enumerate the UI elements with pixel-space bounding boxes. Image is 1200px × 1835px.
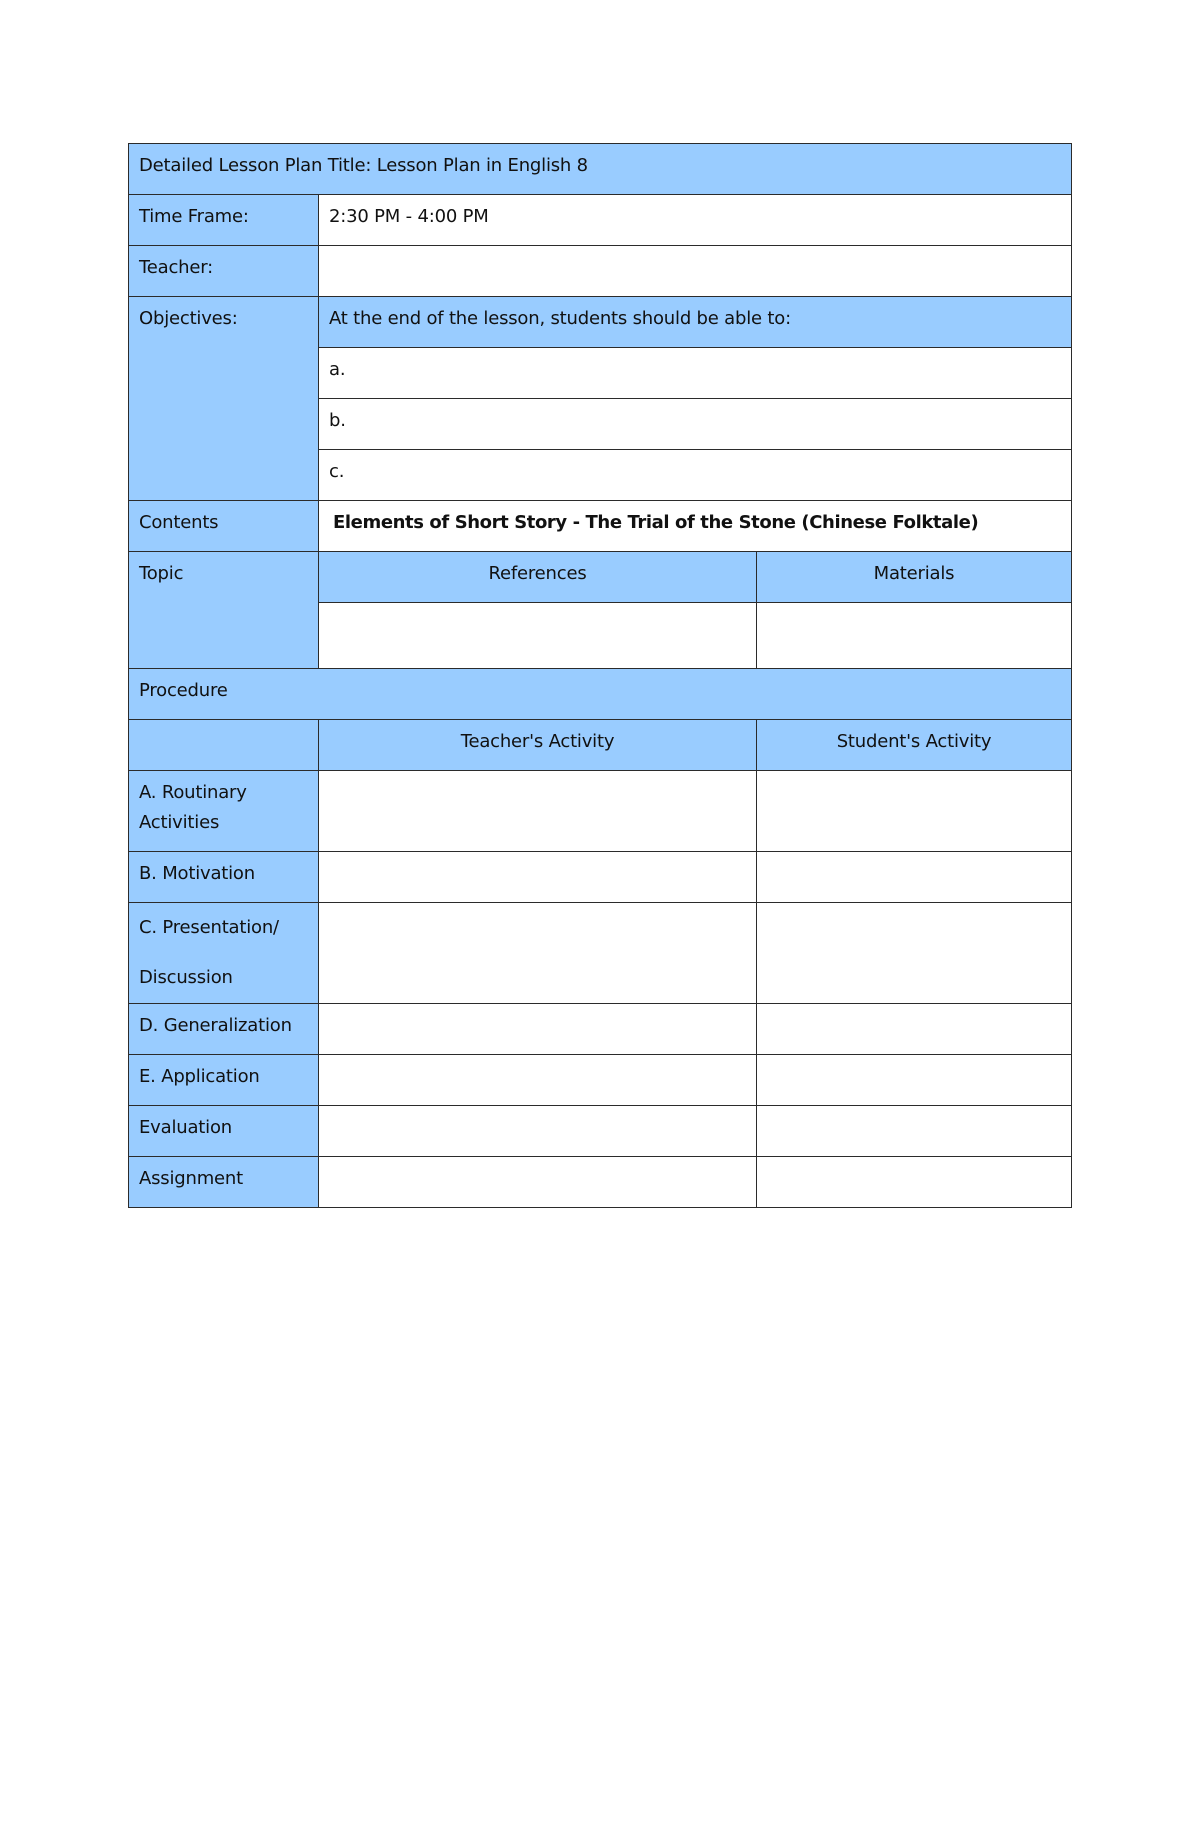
procedure-step-row — [129, 852, 1072, 903]
teacher-activity-cell[interactable] — [319, 903, 757, 1004]
materials-cell[interactable] — [757, 603, 1072, 669]
objective-cell-a[interactable] — [319, 348, 1072, 399]
time-frame-label-cell — [129, 195, 319, 246]
step-label-routinary: A. Routinary Activities — [139, 782, 247, 833]
time-frame-value: 2:30 PM - 4:00 PM — [329, 206, 489, 227]
procedure-step-row — [129, 771, 1072, 852]
step-label-cell — [129, 1157, 319, 1208]
teacher-activity-cell[interactable] — [319, 1106, 757, 1157]
student-activity-cell[interactable] — [757, 1055, 1072, 1106]
procedure-step-row — [129, 1055, 1072, 1106]
time-frame-row — [129, 195, 1072, 246]
contents-value-cell[interactable] — [319, 501, 1072, 552]
objective-cell-b[interactable] — [319, 399, 1072, 450]
objectives-intro: At the end of the lesson, students should be able to: — [329, 308, 791, 329]
step-label-discussion: Discussion — [139, 967, 233, 988]
title-row — [129, 144, 1072, 195]
references-header-cell — [319, 552, 757, 603]
student-activity-header-cell — [757, 720, 1072, 771]
procedure-step-row — [129, 1157, 1072, 1208]
references-header: References — [488, 563, 587, 584]
objective-cell-c[interactable] — [319, 450, 1072, 501]
teacher-activity-cell[interactable] — [319, 771, 757, 852]
teacher-value — [319, 246, 1071, 253]
teacher-label: Teacher: — [139, 257, 213, 278]
student-activity-cell[interactable] — [757, 1004, 1072, 1055]
time-frame-label: Time Frame: — [139, 206, 249, 227]
step-label-cell — [129, 771, 319, 852]
student-activity-cell[interactable] — [757, 852, 1072, 903]
time-frame-value-cell[interactable] — [319, 195, 1072, 246]
objective-item-b: b. — [329, 410, 346, 431]
objectives-intro-cell[interactable] — [319, 297, 1072, 348]
step-label-cell — [129, 903, 319, 1004]
lesson-plan-title: Detailed Lesson Plan Title: Lesson Plan in English 8 — [139, 155, 588, 176]
objectives-label: Objectives: — [139, 308, 238, 329]
title-cell[interactable] — [129, 144, 1072, 195]
student-activity-cell[interactable] — [757, 1106, 1072, 1157]
topic-label-cell — [129, 552, 319, 669]
objective-item-c: c. — [329, 461, 345, 482]
activity-header-blank-cell — [129, 720, 319, 771]
objectives-label-cell — [129, 297, 319, 501]
objectives-row — [129, 297, 1072, 348]
contents-label-cell — [129, 501, 319, 552]
step-label-cell — [129, 852, 319, 903]
student-activity-cell[interactable] — [757, 771, 1072, 852]
teacher-activity-cell[interactable] — [319, 1004, 757, 1055]
student-activity-cell[interactable] — [757, 1157, 1072, 1208]
procedure-step-row — [129, 1106, 1072, 1157]
procedure-step-row — [129, 1004, 1072, 1055]
step-label-generalization: D. Generalization — [139, 1015, 292, 1036]
teacher-activity-header: Teacher's Activity — [460, 731, 615, 752]
student-activity-header: Student's Activity — [836, 731, 992, 752]
teacher-activity-cell[interactable] — [319, 1157, 757, 1208]
teacher-label-cell — [129, 246, 319, 297]
teacher-activity-cell[interactable] — [319, 1055, 757, 1106]
activity-header-row — [129, 720, 1072, 771]
references-cell[interactable] — [319, 603, 757, 669]
lesson-plan-table — [128, 143, 1072, 1208]
step-label-application: E. Application — [139, 1066, 260, 1087]
step-label-presentation: C. Presentation/ — [139, 917, 279, 938]
contents-value: Elements of Short Story - The Trial of the Stone (Chinese Folktale) — [333, 512, 979, 533]
teacher-row — [129, 246, 1072, 297]
step-label-motivation: B. Motivation — [139, 863, 255, 884]
procedure-step-row — [129, 903, 1072, 1004]
contents-label: Contents — [139, 512, 219, 533]
contents-row — [129, 501, 1072, 552]
student-activity-cell[interactable] — [757, 903, 1072, 1004]
procedure-label: Procedure — [139, 680, 228, 701]
teacher-activity-cell[interactable] — [319, 852, 757, 903]
step-label-cell — [129, 1106, 319, 1157]
topic-label: Topic — [139, 563, 184, 584]
step-label-evaluation: Evaluation — [139, 1117, 232, 1138]
materials-header: Materials — [873, 563, 955, 584]
step-label-cell — [129, 1004, 319, 1055]
procedure-row — [129, 669, 1072, 720]
step-label-assignment: Assignment — [139, 1168, 243, 1189]
step-label-cell — [129, 1055, 319, 1106]
teacher-activity-header-cell — [319, 720, 757, 771]
topic-header-row — [129, 552, 1072, 603]
materials-header-cell — [757, 552, 1072, 603]
procedure-cell — [129, 669, 1072, 720]
teacher-value-cell[interactable] — [319, 246, 1072, 297]
objective-item-a: a. — [329, 359, 346, 380]
